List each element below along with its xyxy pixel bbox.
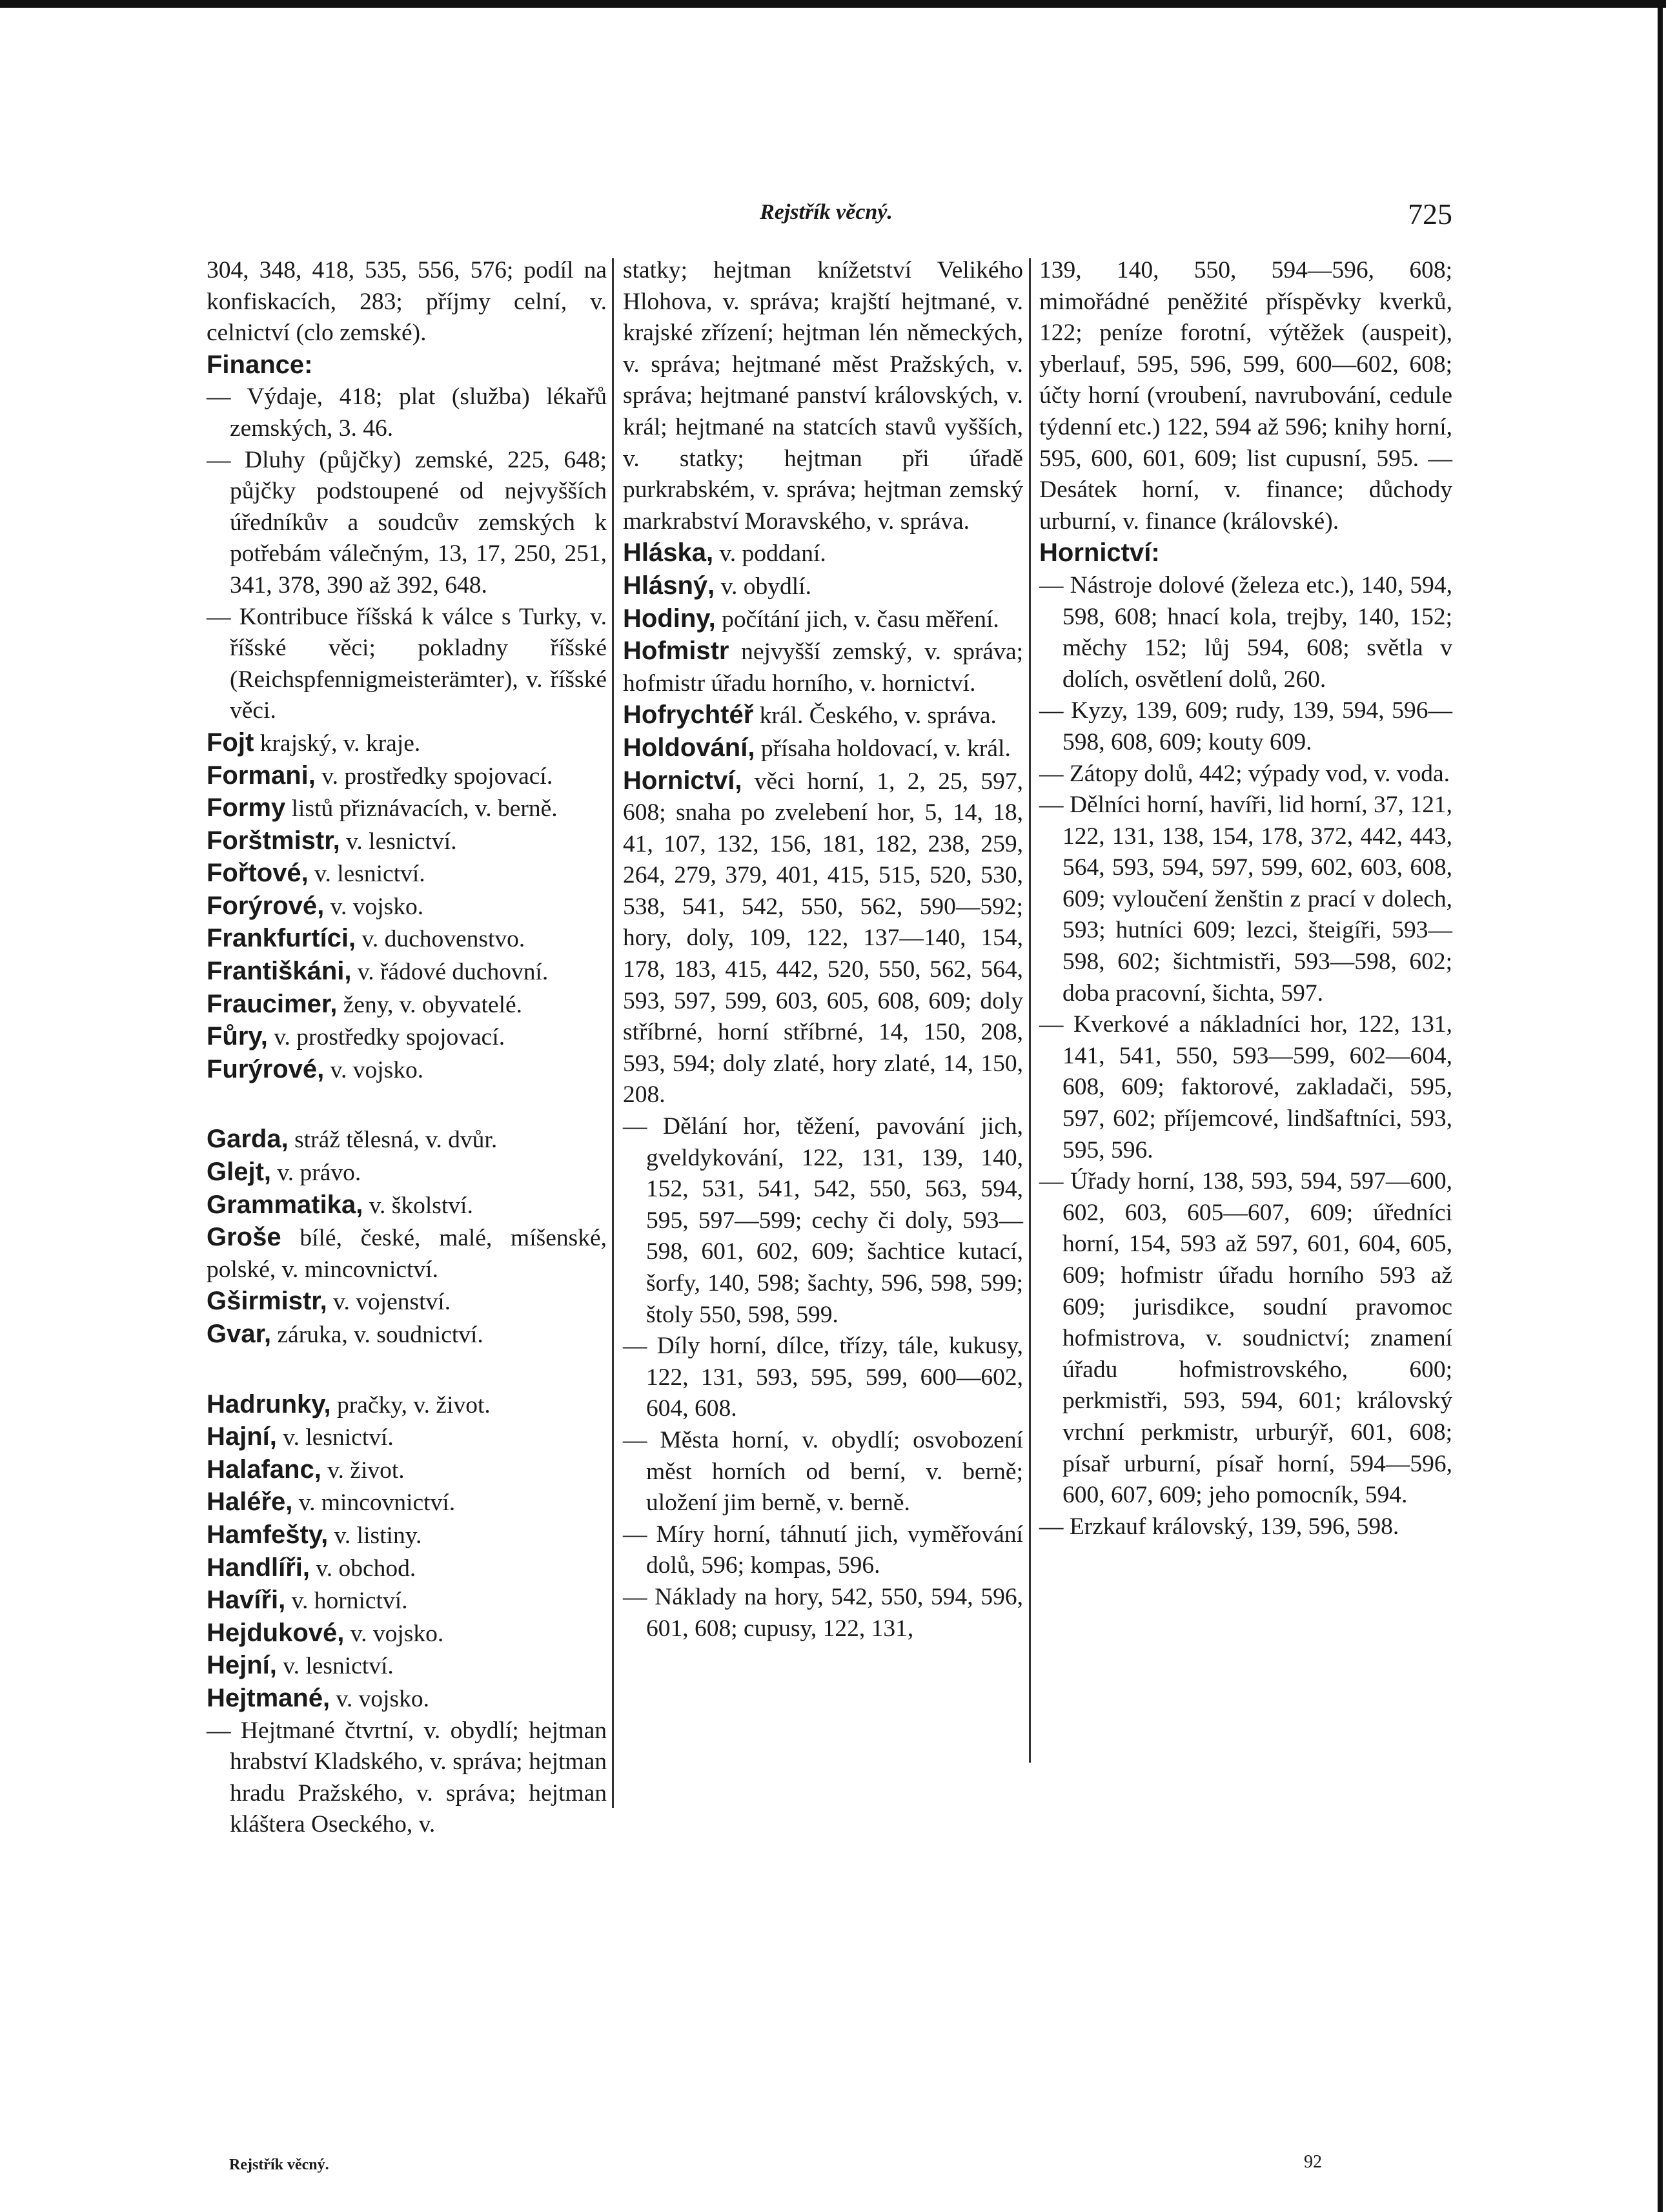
entry-text: — Kyzy, 139, 609; rudy, 139, 594, 596—598, 608, 609; kouty 609. [1039, 697, 1452, 755]
entry-headword: Forýrové, [207, 891, 325, 920]
index-subentry [623, 255, 1023, 537]
index-column-1 [207, 255, 607, 1841]
index-entry [207, 1389, 607, 1422]
entry-text: v. život. [327, 1457, 405, 1484]
letter-section-gap [207, 1351, 607, 1389]
entry-text: v. vojsko. [350, 1620, 444, 1647]
letter-section-gap [207, 1086, 607, 1123]
index-entry [207, 1285, 607, 1318]
index-subentry [1039, 759, 1452, 790]
index-entry [207, 1486, 607, 1519]
entry-text: v. lesnictví. [283, 1653, 394, 1680]
entry-text: v. vojsko. [336, 1685, 429, 1712]
entry-headword: Fraucimer, [207, 989, 338, 1018]
entry-headword: Forštmistr, [207, 826, 340, 855]
index-subentry [1039, 695, 1452, 758]
entry-headword: Hlásný, [623, 571, 715, 600]
index-subentry [207, 255, 607, 349]
column-divider-1 [612, 258, 614, 1808]
index-entry [623, 537, 1023, 570]
entry-headword: Gvar, [207, 1320, 272, 1348]
entry-headword: Groše [207, 1223, 281, 1252]
entry-text: v. mincovnictví. [298, 1490, 456, 1517]
index-entry [207, 1021, 607, 1054]
index-subentry [623, 1519, 1023, 1582]
index-entry [207, 857, 607, 890]
entry-text: — Zátopy dolů, 442; výpady vod, v. voda. [1039, 760, 1450, 787]
entry-text: v. poddaní. [719, 540, 826, 568]
entry-text: — Dluhy (půjčky) zemské, 225, 648; půjčky podstoupené od nejvyšších úředníkův a soudcův zemských k potřebám válečným, 13, 17, 250, 251, 341, 378, 390 až 392, 648. [207, 446, 607, 599]
entry-headword: Hornictví: [1039, 538, 1160, 568]
index-entry [207, 1650, 607, 1683]
index-entry [623, 765, 1023, 1112]
entry-headword: Fůry, [207, 1022, 268, 1051]
entry-headword: Finance: [207, 350, 313, 379]
entry-headword: Haléře, [207, 1488, 293, 1517]
index-entry [207, 956, 607, 988]
index-entry [207, 923, 607, 956]
column-divider-2 [1029, 258, 1031, 1763]
entry-text: v. obchod. [316, 1555, 416, 1582]
index-column-3 [1039, 255, 1452, 1542]
entry-text: — Náklady na hory, 542, 550, 594, 596, 601, 608; cupusy, 122, 131, [623, 1583, 1023, 1642]
entry-text: nejvyšší zemský, v. správa; hofmistr úřadu horního, v. hornictví. [623, 639, 1024, 697]
entry-text: záruka, v. soudnictví. [277, 1322, 483, 1348]
entry-text: král. Českého, v. správa. [759, 702, 997, 730]
entry-headword: Hofmistr [623, 637, 729, 666]
entry-headword: Glejt, [207, 1158, 272, 1187]
entry-text: v. lesnictví. [346, 828, 457, 855]
entry-headword: Frankfurtíci, [207, 924, 356, 953]
scan-top-border [0, 0, 1666, 8]
entry-text: — Města horní, v. obydlí; osvobození měst horních od berní, v. berně; uložení jim berně, v. berně. [623, 1426, 1023, 1517]
entry-headword: Handlíři, [207, 1553, 310, 1582]
entry-text: — Hejtmané čtvrtní, v. obydlí; hejtman hrabství Kladského, v. správa; hejtman hradu Pražského, v. správa; hejtman kláštera Oseckého, v. [207, 1717, 607, 1838]
index-entry [207, 825, 607, 858]
entry-headword: Hejdukové, [207, 1618, 345, 1647]
index-entry [207, 1584, 607, 1617]
entry-text: v. duchovenstvo. [361, 926, 525, 953]
entry-text: krajský, v. kraje. [259, 730, 421, 757]
entry-text: pračky, v. život. [337, 1391, 491, 1418]
entry-headword: Halafanc, [207, 1455, 321, 1484]
index-entry [207, 1189, 607, 1222]
index-subentry [1039, 1009, 1452, 1166]
index-entry [207, 1683, 607, 1715]
entry-headword: Hejtmané, [207, 1683, 330, 1712]
entry-headword: Hofrychtéř [623, 701, 754, 730]
entry-headword: Holdování, [623, 733, 755, 762]
entry-headword: Hornictví, [623, 766, 742, 795]
entry-headword: Fořtové, [207, 859, 309, 888]
index-subentry [207, 1715, 607, 1841]
entry-headword: Hláska, [623, 538, 714, 568]
entry-text: v. vojsko. [330, 1056, 424, 1083]
entry-headword: Furýrové, [207, 1054, 325, 1083]
entry-text: v. vojsko. [330, 893, 424, 920]
entry-headword: Formani, [207, 761, 316, 790]
entry-text: v. prostředky spojovací. [274, 1024, 505, 1051]
entry-text: — Nástroje dolové (železa etc.), 140, 594, 598, 608; hnací kola, trejby, 140, 152; měchy 152; lůj 594, 608; světla v dolích, osvětlení dolů, 260. [1039, 571, 1452, 693]
entry-text: v. prostředky spojovací. [321, 763, 553, 790]
scan-right-border [1658, 0, 1663, 2212]
index-subentry [623, 1425, 1023, 1519]
index-entry [207, 1054, 607, 1087]
entry-headword: Hamfešty, [207, 1520, 329, 1549]
entry-text: stráž tělesná, v. dvůr. [294, 1127, 498, 1154]
index-subentry [1039, 1511, 1452, 1543]
index-entry [207, 349, 607, 382]
entry-text: — Dělání hor, těžení, pavování jich, gveldykování, 122, 131, 139, 140, 152, 531, 541, 542, 550, 563, 594, 595, 597—599; cechy či doly, 593—598, 601, 602, 609; šachtice kutací, šorfy, 140, 598; šachty, 596, 598, 599; štoly 550, 598, 599. [623, 1113, 1023, 1328]
index-entry [623, 732, 1023, 765]
index-entry [207, 1519, 607, 1552]
entry-text: 139, 140, 550, 594—596, 608; mimořádné peněžité příspěvky kverků, 122; peníze forotní, výtěžek (auspeit), yberlauf, 595, 596, 599, 600—602, 608; účty horní (vroubení, navrubování, cedule týdenní etc.) 122, 594 až 596; knihy horní, 595, 600, 601, 609; list cupusní, 595. — Desátek horní, v. finance; důchody urburní, v. finance (královské). [1039, 257, 1452, 535]
index-entry [207, 1318, 607, 1351]
entry-text: v. lesnictví. [314, 861, 425, 888]
index-column-2 [623, 255, 1023, 1644]
entry-text: — Kontribuce říšská k válce s Turky, v. říšské věci; pokladny říšské (Reichspfennigmeisterämter), v. říšské věci. [207, 603, 607, 724]
entry-text: v. vojenství. [333, 1289, 451, 1316]
index-subentry [623, 1582, 1023, 1644]
running-title: Rejstřík věcný. [760, 200, 893, 224]
entry-text: statky; hejtman knížetství Velikého Hlohova, v. správa; krajští hejtmané, v. krajské zřízení; hejtman lén německých, v. správa; hejtmané měst Pražských, v. správa; hejtmané panství královských, v. král; hejtmané na statcích stavů vyšších, v. statky; hejtman při úřadě purkrabském, v. správa; hejtman zemský markrabství Moravského, v. správa. [623, 257, 1023, 535]
entry-text: — Výdaje, 418; plat (služba) lékařů zemských, 3. 46. [207, 384, 607, 442]
index-entry [207, 988, 607, 1021]
entry-text: listů přiznávacích, v. berně. [291, 795, 558, 823]
entry-headword: Grammatika, [207, 1190, 363, 1219]
entry-headword: Hejní, [207, 1651, 277, 1680]
entry-text: — Dělníci horní, havíři, lid horní, 37, 121, 122, 131, 138, 154, 178, 372, 442, 443, 564, 593, 594, 597, 599, 602, 603, 608, 609; vyloučení ženštin z prací v dolech, 593; hutníci 609; lezci, šteigíři, 593—598, 602; šichtmistři, 593—598, 602; doba pracovní, šichta, 597. [1039, 792, 1452, 1007]
footer-note: Rejstřík věcný. [229, 2156, 329, 2173]
index-entry [207, 1454, 607, 1487]
index-entry [623, 570, 1023, 603]
entry-headword: Hodiny, [623, 604, 716, 633]
index-entry [623, 635, 1023, 699]
entry-text: počítání jich, v. času měření. [722, 606, 999, 633]
index-subentry [623, 1331, 1023, 1425]
index-subentry [207, 445, 607, 602]
index-entry [207, 1156, 607, 1189]
entry-headword: Františkáni, [207, 957, 352, 986]
entry-headword: Hadrunky, [207, 1389, 331, 1418]
index-entry [207, 760, 607, 793]
index-entry [623, 603, 1023, 636]
entry-text: v. řádové duchovní. [357, 959, 549, 986]
index-subentry [207, 382, 607, 444]
entry-headword: Hajní, [207, 1422, 277, 1451]
index-entry [207, 1222, 607, 1285]
index-entry [207, 1617, 607, 1650]
entry-text: přísaha holdovací, v. král. [760, 735, 1011, 762]
index-entry [207, 1552, 607, 1585]
index-entry [207, 727, 607, 760]
entry-headword: Havíři, [207, 1586, 286, 1615]
entry-headword: Gširmistr, [207, 1287, 327, 1316]
index-entry [207, 792, 607, 825]
index-subentry [1039, 1166, 1452, 1511]
entry-text: ženy, v. obyvatelé. [343, 991, 523, 1018]
index-entry [1039, 537, 1452, 570]
entry-headword: Formy [207, 794, 286, 823]
index-subentry [623, 1111, 1023, 1331]
entry-text: 304, 348, 418, 535, 556, 576; podíl na konfiskacích, 283; příjmy celní, v. celnictví (clo zemské). [207, 257, 607, 347]
entry-text: — Díly horní, dílce, třízy, tále, kukusy, 122, 131, 593, 595, 599, 600—602, 604, 608. [623, 1333, 1023, 1422]
entry-text: — Míry horní, táhnutí jich, vyměřování dolů, 596; kompas, 596. [623, 1521, 1023, 1579]
index-entry [207, 1421, 607, 1454]
index-entry [623, 699, 1023, 732]
index-subentry [207, 602, 607, 727]
entry-text: — Úřady horní, 138, 593, 594, 597—600, 602, 603, 605—607, 609; úředníci horní, 154, 593 až 597, 601, 604, 605, 609; hofmistr úřadu horního 593 až 609; jurisdikce, soudní pravomoc hofmistrova, v. soudnictví; znamení úřadu hofmistrovského, 600; perkmistři, 593, 594, 601; královský vrchní perkmistr, urburýř, 601, 608; písař urburní, písař horní, 594—596, 600, 607, 609; jeho pomocník, 594. [1039, 1168, 1452, 1509]
entry-headword: Fojt [207, 728, 254, 757]
entry-text: — Erzkauf královský, 139, 596, 598. [1039, 1513, 1399, 1540]
signature-mark: 92 [1304, 2152, 1322, 2172]
entry-text: v. obydlí. [720, 573, 811, 600]
entry-text: v. hornictví. [291, 1588, 408, 1615]
entry-text: v. školství. [369, 1192, 473, 1219]
entry-text: věci horní, 1, 2, 25, 597, 608; snaha po zvelebení hor, 5, 14, 18, 41, 107, 132, 156, 181, 182, 238, 259, 264, 279, 379, 401, 415, 515, 520, 530, 538, 541, 542, 550, 562, 590—592; hory, doly, 109, 122, 137—140, 154, 178, 183, 415, 442, 520, 550, 562, 564, 593, 597, 599, 603, 605, 608, 609; doly stříbrné, horní stříbrné, 14, 150, 208, 593, 594; doly zlaté, hory zlaté, 14, 150, 208. [623, 768, 1023, 1109]
entry-text: v. právo. [277, 1160, 361, 1187]
entry-text: — Kverkové a nákladníci hor, 122, 131, 141, 541, 550, 593—599, 602—604, 608, 609; faktorové, zakladači, 595, 597, 602; příjemcové, lindšaftníci, 593, 595, 596. [1039, 1011, 1452, 1163]
entry-text: v. lesnictví. [283, 1424, 394, 1451]
index-subentry [1039, 570, 1452, 695]
entry-text: bílé, české, malé, míšenské, polské, v. mincovnictví. [207, 1225, 607, 1283]
entry-text: v. listiny. [334, 1522, 422, 1549]
entry-headword: Garda, [207, 1125, 289, 1154]
page-number: 725 [1408, 198, 1452, 230]
index-subentry [1039, 255, 1452, 537]
index-subentry [1039, 790, 1452, 1009]
index-entry [207, 1123, 607, 1156]
index-entry [207, 890, 607, 923]
